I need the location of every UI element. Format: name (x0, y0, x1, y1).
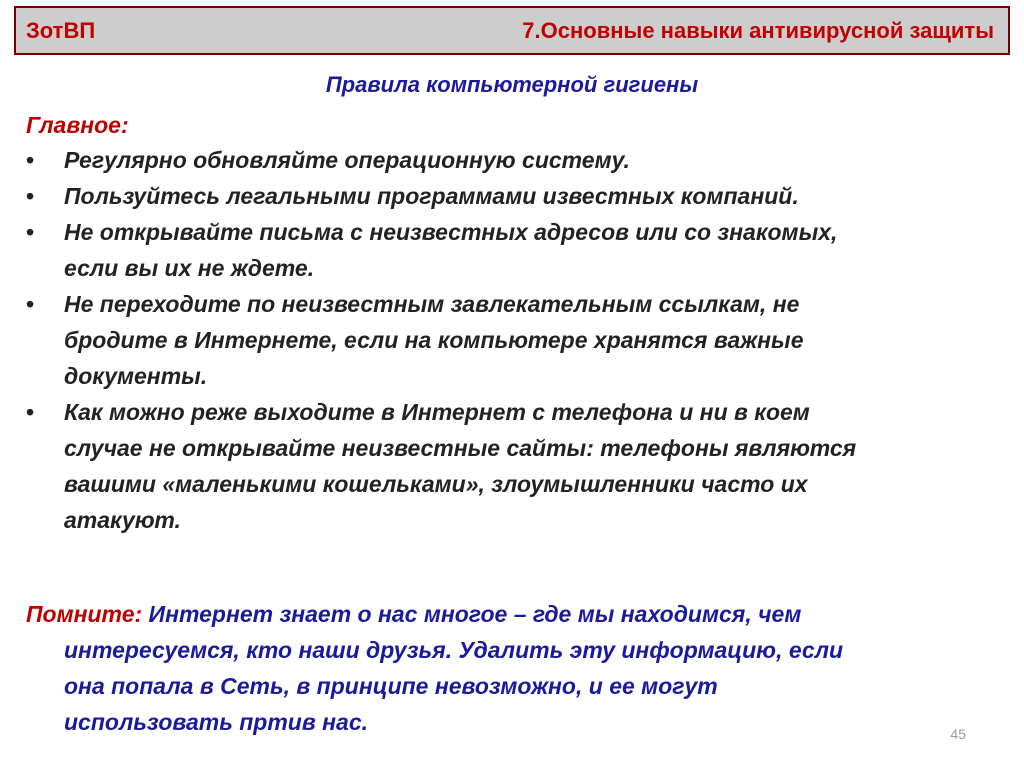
header-title: 7.Основные навыки антивирусной защиты (522, 18, 994, 43)
rule-item (26, 178, 1006, 214)
remember-line (26, 596, 1006, 632)
header-left-label: ЗотВП (26, 18, 96, 43)
rule-text: атакуют. (64, 507, 181, 533)
remember-label: Помните: (26, 601, 143, 627)
remember-block (26, 596, 1006, 740)
bullet-icon: • (26, 147, 35, 173)
bullet-icon: • (26, 219, 35, 245)
rule-text: вашими «маленькими кошельками», злоумышленники часто их (64, 471, 808, 497)
rule-text: Регулярно обновляйте операционную систему. (64, 147, 630, 173)
rule-text: Не переходите по неизвестным завлекательным ссылкам, не (64, 291, 800, 317)
rule-text: документы. (64, 363, 208, 389)
rules-list (26, 142, 1006, 538)
remember-text: Интернет знает о нас многое – где мы находимся, чем (148, 601, 802, 627)
main-label: Главное: (26, 112, 129, 138)
header-bar (14, 6, 1010, 55)
rule-text: Как можно реже выходите в Интернет с телефона и ни в коем (64, 399, 810, 425)
bullet-icon: • (26, 183, 35, 209)
rule-text: Не открывайте письма с неизвестных адресов или со знакомых, (64, 219, 838, 245)
rule-item (26, 142, 1006, 178)
rule-text: Пользуйтесь легальными программами известных компаний. (64, 183, 799, 209)
remember-text: использовать пртив нас. (64, 709, 369, 735)
rule-item (26, 394, 1006, 538)
slide-subtitle: Правила компьютерной гигиены (325, 72, 699, 97)
remember-text: она попала в Сеть, в принципе невозможно, и ее могут (64, 673, 718, 699)
rule-text: если вы их не ждете. (64, 255, 315, 281)
rule-item (26, 214, 1006, 286)
rule-text: бродите в Интернете, если на компьютере хранятся важные (64, 327, 804, 353)
page-number: 45 (950, 726, 966, 742)
rule-item (26, 286, 1006, 394)
rule-text: случае не открывайте неизвестные сайты: телефоны являются (64, 435, 857, 461)
bullet-icon: • (26, 291, 35, 317)
bullet-icon: • (26, 399, 35, 425)
remember-text: интересуемся, кто наши друзья. Удалить эту информацию, если (64, 637, 844, 663)
